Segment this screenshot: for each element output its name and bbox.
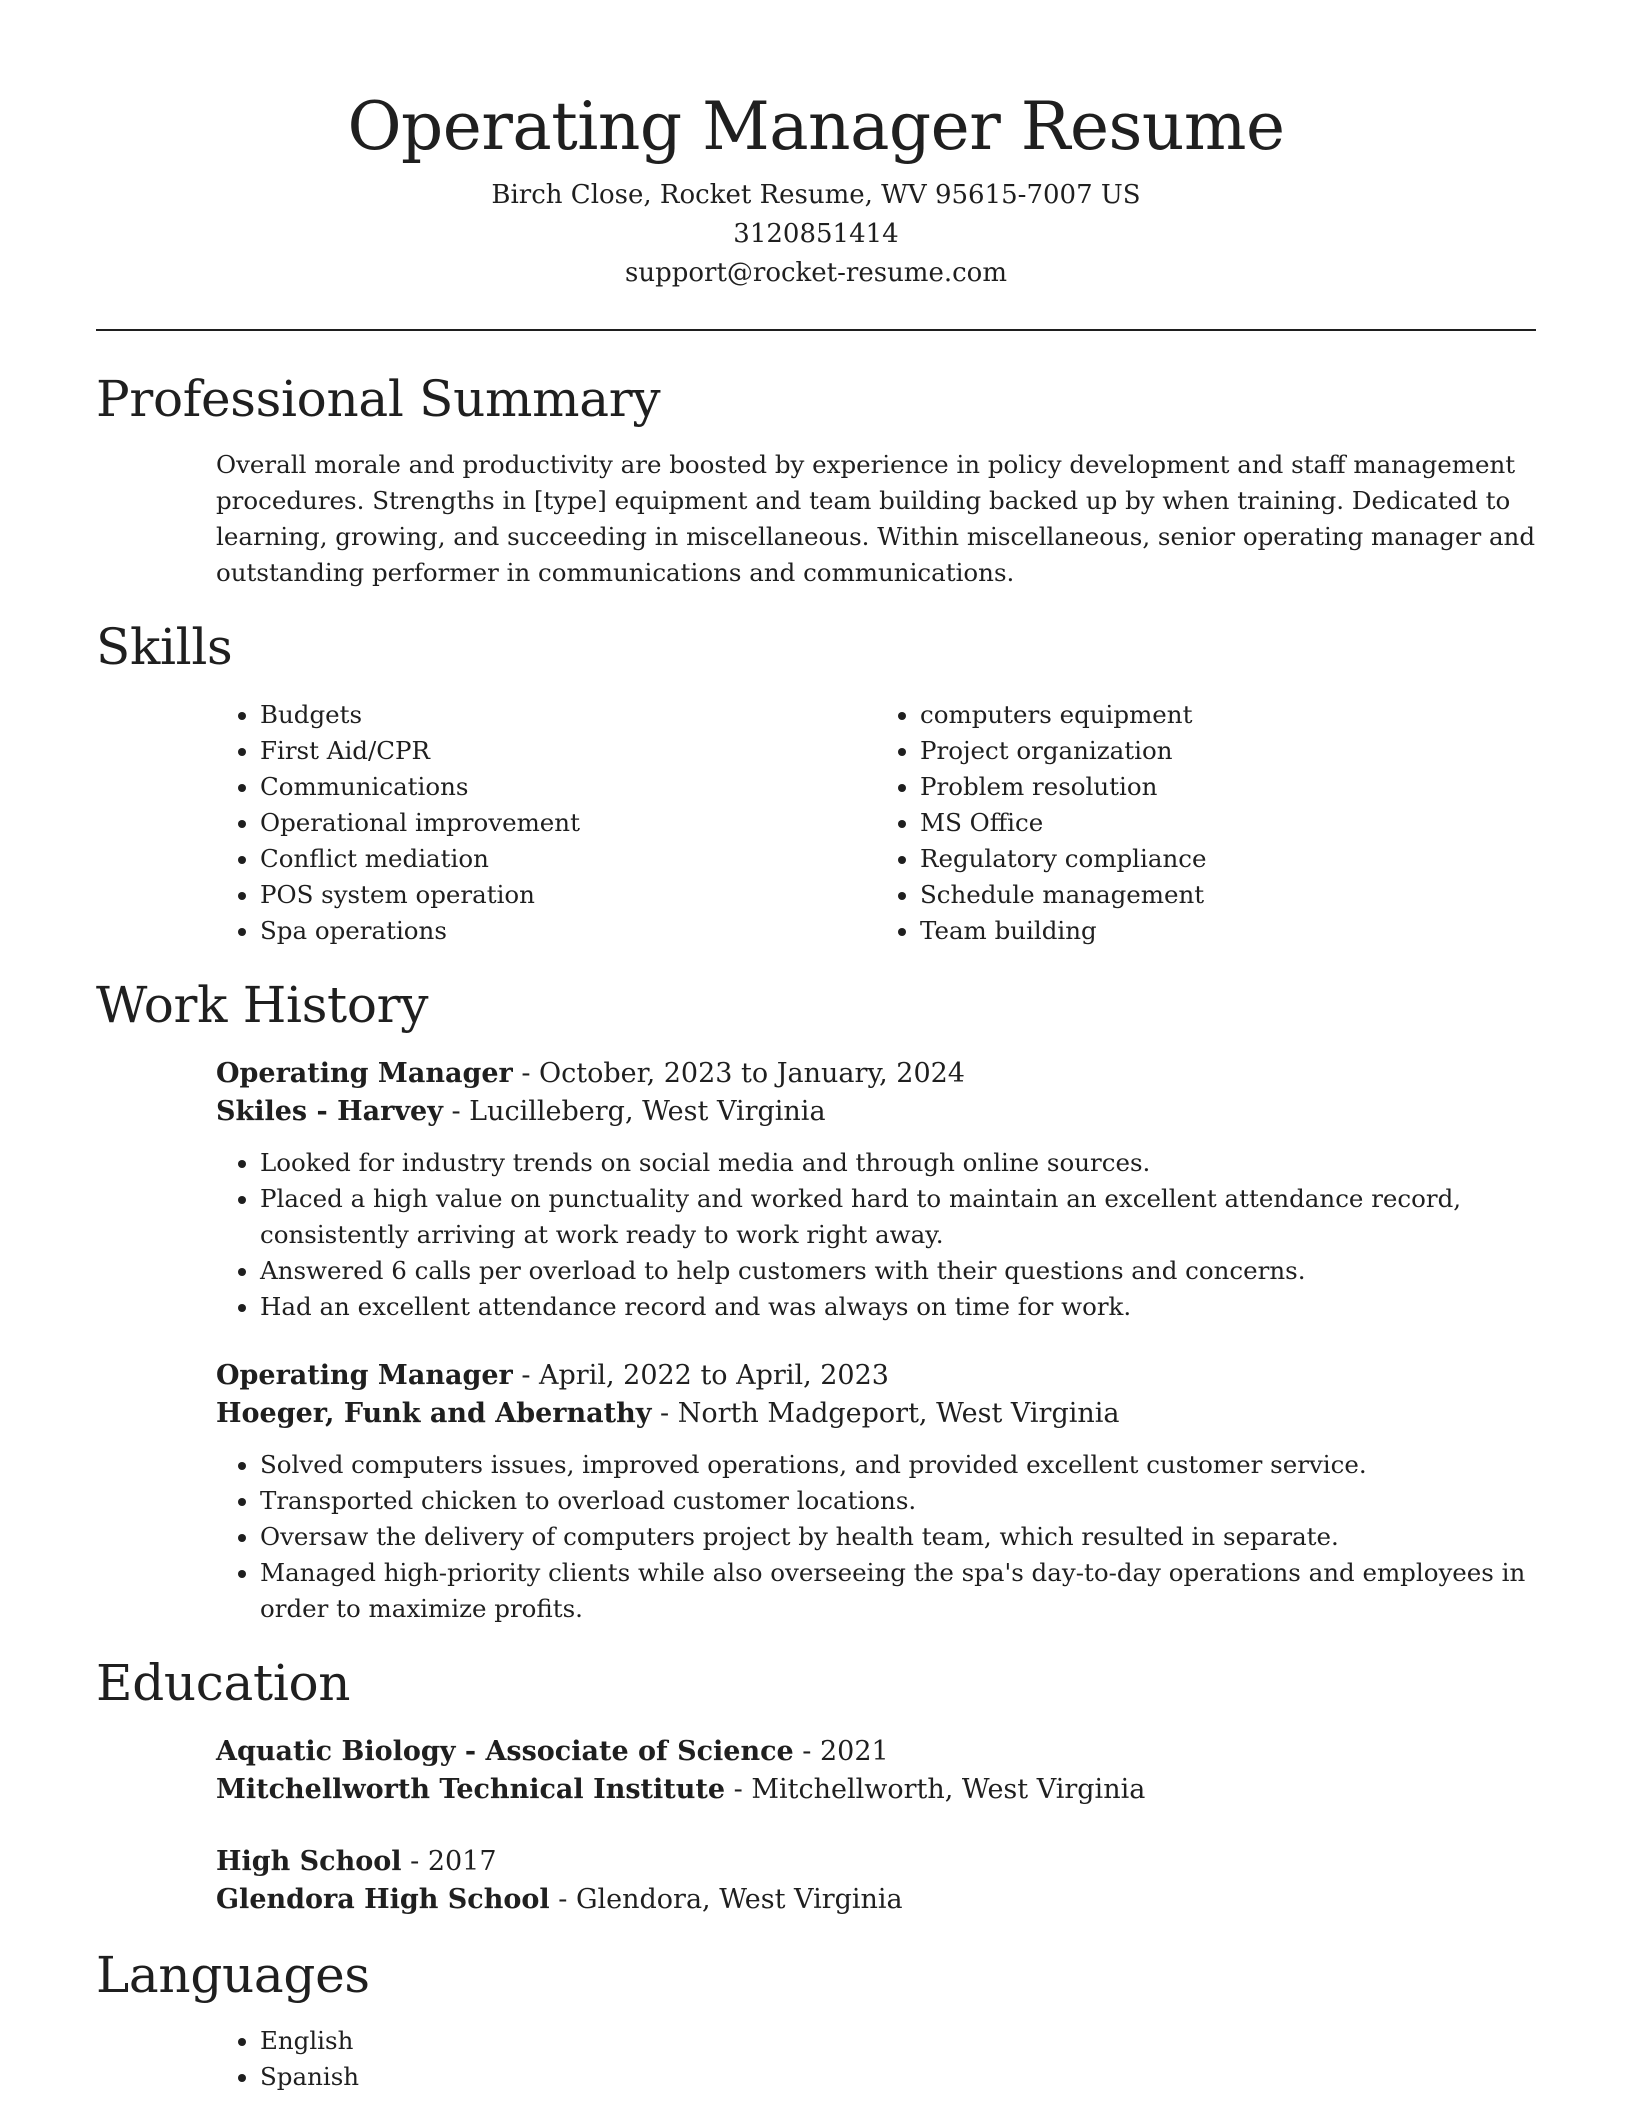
job-bullet: • Transported chicken to overload customer locations. — [260, 1483, 1536, 1519]
job-bullet: • Oversaw the delivery of computers project by health team, which resulted in separate. — [260, 1519, 1536, 1555]
job-bullet: • Answered 6 calls per overload to help customers with their questions and concerns. — [260, 1253, 1536, 1289]
skill-item: • MS Office — [920, 805, 1536, 841]
job-company-line — [216, 1093, 1536, 1131]
skill-item: • Operational improvement — [260, 805, 876, 841]
skill-item: • POS system operation — [260, 877, 876, 913]
job-dates: - October, 2023 to January, 2024 — [512, 1058, 965, 1089]
education-entry — [216, 1843, 1536, 1919]
language-item: • Spanish — [260, 2059, 1536, 2095]
education-entry — [216, 1733, 1536, 1809]
contact-phone: 3120851414 — [733, 219, 899, 249]
skill-item: • First Aid/CPR — [260, 733, 876, 769]
skill-item: • Regulatory compliance — [920, 841, 1536, 877]
skill-item: • Schedule management — [920, 877, 1536, 913]
resume-header — [96, 0, 1536, 293]
skill-item: • Communications — [260, 769, 876, 805]
job-bullet: • Had an excellent attendance record and was always on time for work. — [260, 1289, 1536, 1325]
job-bullet: • Looked for industry trends on social media and through online sources. — [260, 1145, 1536, 1181]
education-school: Mitchellworth Technical Institute — [216, 1774, 726, 1805]
language-item: • English — [260, 2023, 1536, 2059]
job-location: - North Madgeport, West Virginia — [651, 1398, 1120, 1429]
summary-section — [96, 369, 1536, 591]
education-degree: High School — [216, 1846, 402, 1877]
summary-heading: Professional Summary — [96, 370, 661, 428]
contact-block — [96, 176, 1536, 293]
job-role: Operating Manager — [216, 1058, 513, 1089]
job-entry — [216, 1357, 1536, 1627]
job-title-line — [216, 1357, 1536, 1395]
skills-heading: Skills — [96, 618, 233, 676]
education-heading: Education — [96, 1654, 351, 1712]
job-dates: - April, 2022 to April, 2023 — [512, 1360, 889, 1391]
education-degree-line — [216, 1843, 1536, 1881]
skill-item: • Problem resolution — [920, 769, 1536, 805]
education-school-line — [216, 1771, 1536, 1809]
work-section — [96, 975, 1536, 1627]
skill-item: • Team building — [920, 913, 1536, 949]
summary-text: Overall morale and productivity are boosted by experience in policy development and staff management procedures. Strengths in [type] equipment and team building backed up by when training. Dedicated to learning, growing, and succeeding in miscellaneous. Within miscellaneous, senior operating manager and outstanding performer in communications and communications. — [216, 450, 1536, 587]
skill-item: • Spa operations — [260, 913, 876, 949]
contact-email: support@rocket-resume.com — [624, 258, 1007, 288]
job-entry — [216, 1055, 1536, 1325]
header-divider — [96, 329, 1536, 331]
skills-list-right — [876, 697, 1536, 949]
languages-section — [96, 1945, 1536, 2095]
education-location: - Glendora, West Virginia — [549, 1884, 903, 1915]
languages-list — [216, 2023, 1536, 2095]
job-company-line — [216, 1395, 1536, 1433]
education-degree: Aquatic Biology - Associate of Science — [216, 1736, 794, 1767]
job-company: Skiles - Harvey — [216, 1096, 443, 1127]
work-heading: Work History — [96, 976, 429, 1034]
resume-title: Operating Manager Resume — [347, 88, 1285, 165]
skill-item: • Budgets — [260, 697, 876, 733]
job-bullet: • Solved computers issues, improved operations, and provided excellent customer service. — [260, 1447, 1536, 1483]
job-company: Hoeger, Funk and Abernathy — [216, 1398, 652, 1429]
contact-address: Birch Close, Rocket Resume, WV 95615-7007 US — [491, 180, 1141, 210]
education-section — [96, 1653, 1536, 1919]
education-degree-line — [216, 1733, 1536, 1771]
education-location: - Mitchellworth, West Virginia — [725, 1774, 1146, 1805]
education-year: - 2017 — [401, 1846, 497, 1877]
skills-section — [96, 617, 1536, 949]
job-title-line — [216, 1055, 1536, 1093]
skill-item: • Project organization — [920, 733, 1536, 769]
skill-item: • computers equipment — [920, 697, 1536, 733]
skills-columns — [216, 697, 1536, 949]
education-school: Glendora High School — [216, 1884, 550, 1915]
resume-page — [96, 0, 1536, 2095]
job-bullets — [216, 1145, 1536, 1325]
job-role: Operating Manager — [216, 1360, 513, 1391]
languages-heading: Languages — [96, 1946, 370, 2004]
education-year: - 2021 — [793, 1736, 889, 1767]
skill-item: • Conflict mediation — [260, 841, 876, 877]
job-bullets — [216, 1447, 1536, 1627]
job-bullet: • Managed high-priority clients while also overseeing the spa's day-to-day operations and employees in order to maximize profits. — [260, 1555, 1536, 1627]
skills-list-left — [216, 697, 876, 949]
job-location: - Lucilleberg, West Virginia — [442, 1096, 826, 1127]
education-school-line — [216, 1881, 1536, 1919]
job-bullet: • Placed a high value on punctuality and worked hard to maintain an excellent attendance record, consistently arriving at work ready to work right away. — [260, 1181, 1536, 1253]
